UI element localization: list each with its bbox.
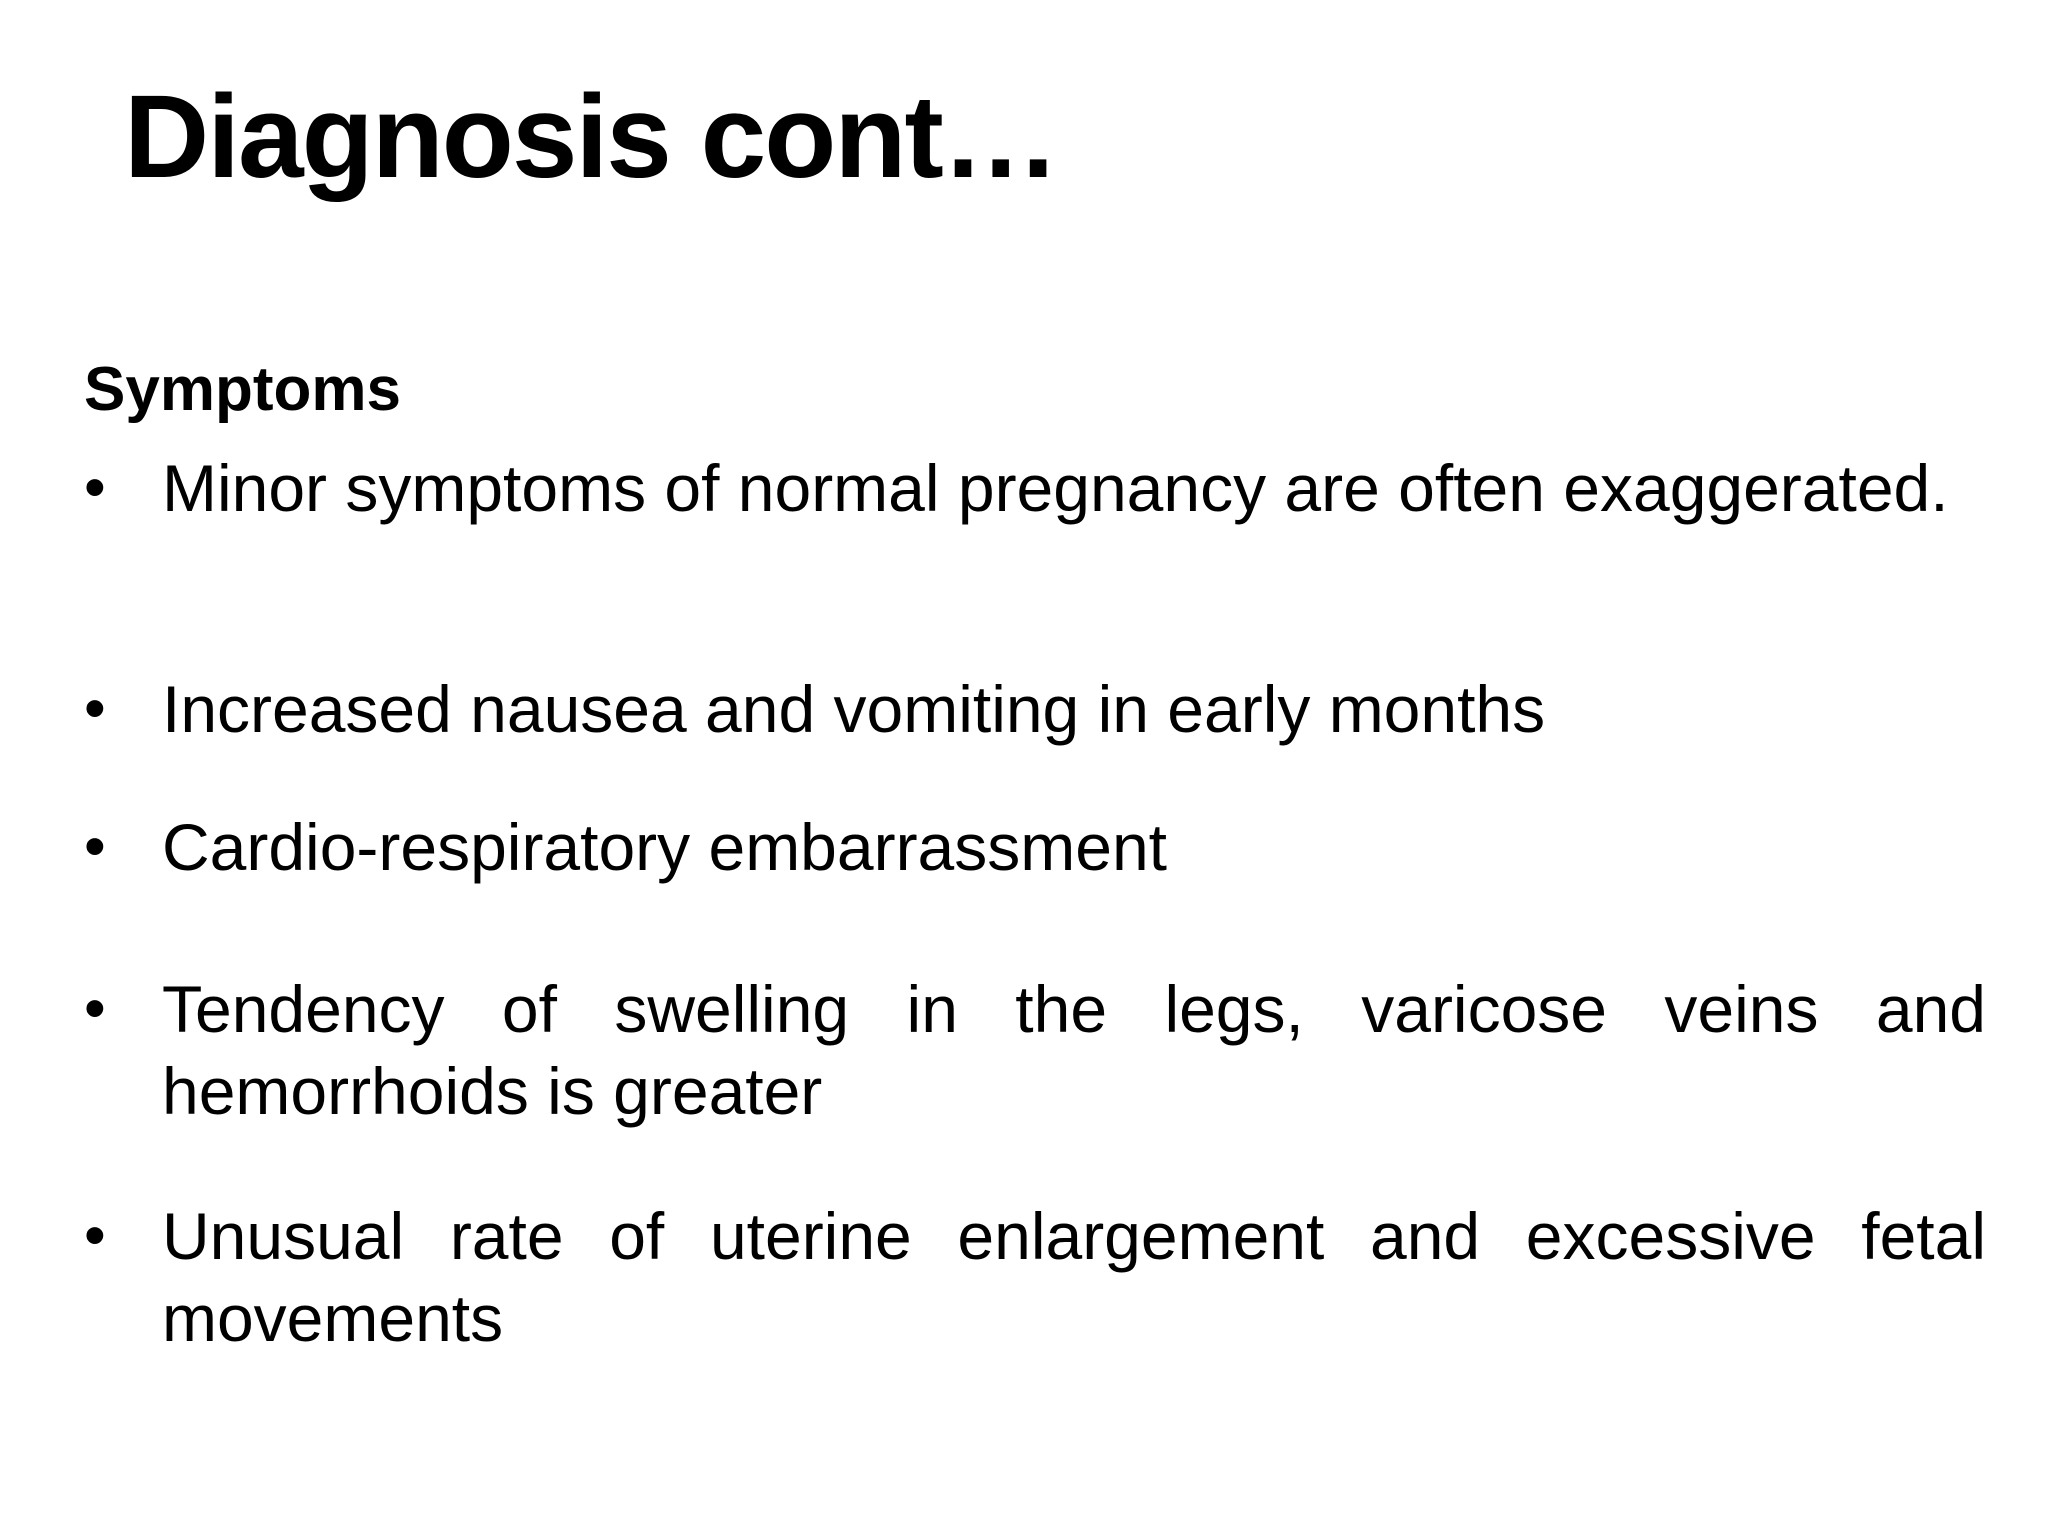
bullet-text: Increased nausea and vomiting in early months bbox=[162, 672, 1546, 746]
bullet-marker: • bbox=[84, 812, 106, 881]
bullet-marker: • bbox=[84, 674, 106, 743]
bullet-marker: • bbox=[84, 974, 106, 1043]
bullet-text: Tendency of swelling in the legs, varicose veins and hemorrhoids is greater bbox=[162, 972, 1986, 1128]
slide-title: Diagnosis cont… bbox=[124, 71, 1058, 203]
bullet-text: Unusual rate of uterine enlargement and excessive fetal movements bbox=[162, 1199, 1986, 1355]
bullet-text: Cardio-respiratory embarrassment bbox=[162, 810, 1167, 884]
section-heading-symptoms: Symptoms bbox=[84, 355, 401, 424]
bullet-text: Minor symptoms of normal pregnancy are often exaggerated. bbox=[162, 451, 1949, 525]
bullet-marker: • bbox=[84, 1201, 106, 1270]
bullet-marker: • bbox=[84, 453, 106, 522]
